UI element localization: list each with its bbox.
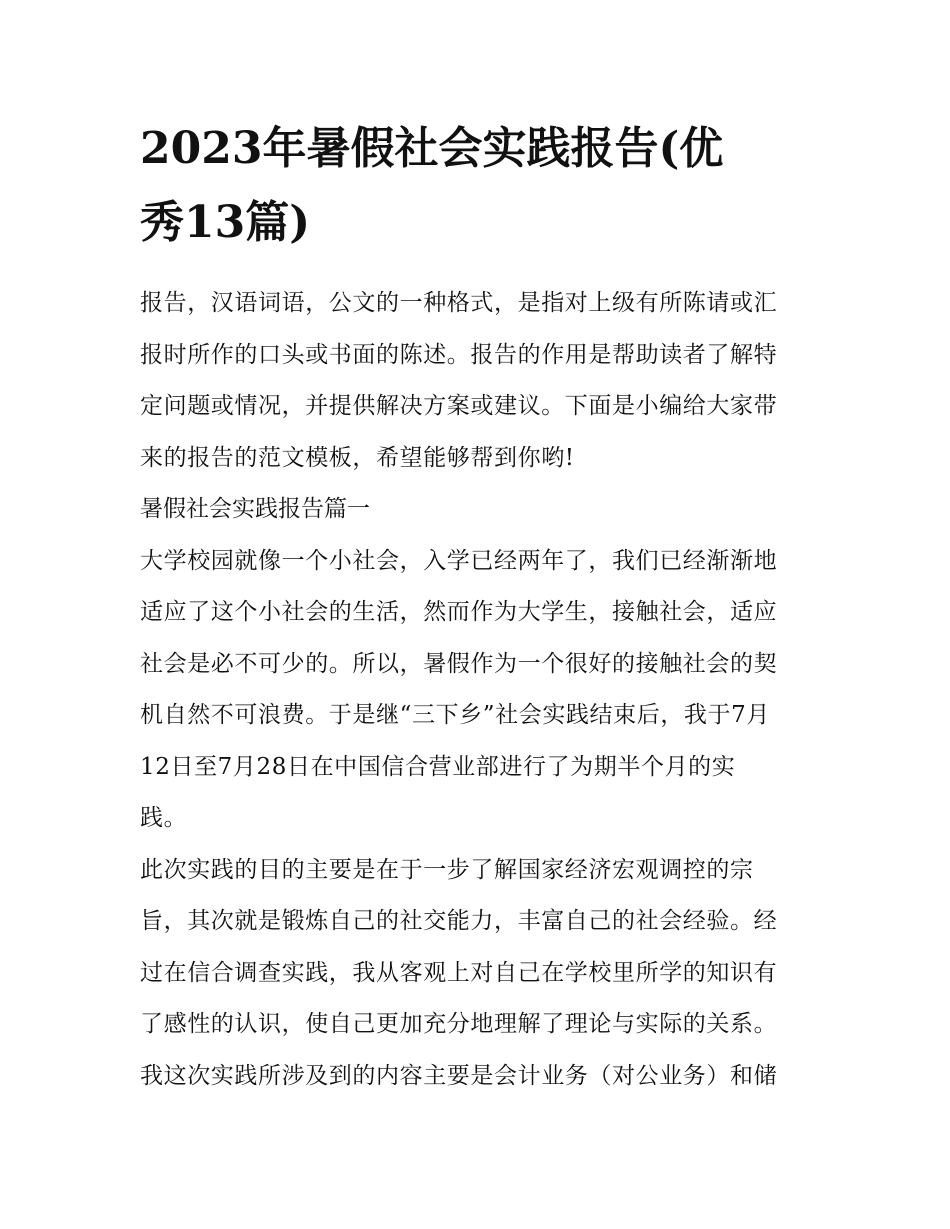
body-line-11: 践。 bbox=[140, 805, 188, 831]
body-line-14: 过在信合调查实践，我从客观上对自己在学校里所学的知识有 bbox=[140, 959, 778, 986]
section-heading: 暑假社会实践报告篇一 bbox=[140, 496, 370, 522]
body-line-10: 12日至7月28日在中国信合营业部进行了为期半个月的实 bbox=[140, 753, 736, 780]
body-line-13: 旨，其次就是锻炼自己的社交能力，丰富自己的社会经验。经 bbox=[140, 908, 778, 934]
body-line-9: 机自然不可浪费。于是继“三下乡”社会实践结束后，我于7月 bbox=[140, 702, 770, 728]
body-line-3: 定问题或情况，并提供解决方案或建议。下面是小编给大家带 bbox=[140, 393, 778, 419]
body-line-2: 报时所作的口头或书面的陈述。报告的作用是帮助读者了解特 bbox=[140, 341, 778, 368]
body-line-15: 了感性的认识，使自己更加充分地理解了理论与实际的关系。 bbox=[140, 1011, 778, 1037]
body-line-1: 报告，汉语词语，公文的一种格式，是指对上级有所陈请或汇 bbox=[140, 290, 778, 316]
body-line-8: 社会是必不可少的。所以，暑假作为一个很好的接触社会的契 bbox=[140, 650, 778, 677]
body-text bbox=[140, 278, 820, 1102]
document-page bbox=[140, 112, 820, 1102]
body-line-12: 此次实践的目的主要是在于一步了解国家经济宏观调控的宗 bbox=[140, 856, 754, 883]
body-line-6: 大学校园就像一个小社会，入学已经两年了，我们已经渐渐地 bbox=[140, 547, 778, 574]
body-line-16: 我这次实践所涉及到的内容主要是会计业务（对公业务）和储 bbox=[140, 1062, 778, 1089]
body-line-4: 来的报告的范文模板，希望能够帮到你哟! bbox=[140, 444, 575, 471]
title-line-1: 2023年暑假社会实践报告(优 bbox=[140, 123, 724, 174]
page-title bbox=[140, 112, 820, 260]
body-line-7: 适应了这个小社会的生活，然而作为大学生，接触社会，适应 bbox=[140, 599, 778, 625]
title-line-2: 秀13篇) bbox=[140, 197, 311, 248]
